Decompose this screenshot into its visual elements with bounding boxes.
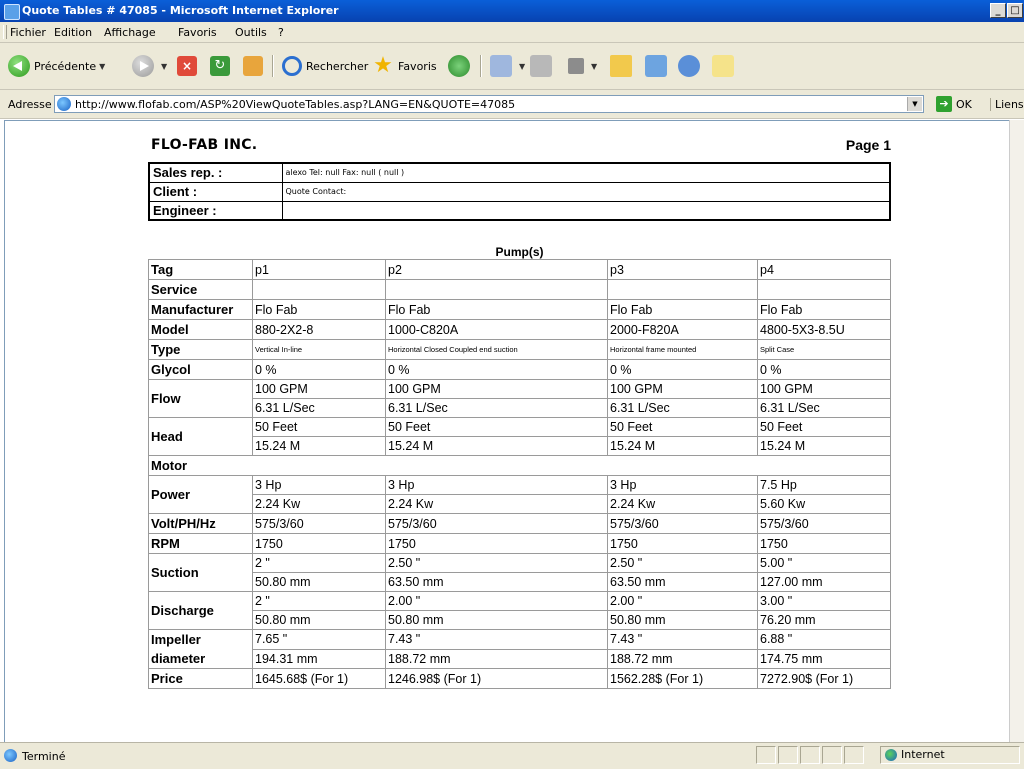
table-cell: Split Case	[758, 340, 891, 360]
table-cell: Flo Fab	[386, 300, 608, 320]
status-text: Terminé	[22, 750, 66, 763]
folder-icon	[610, 55, 632, 77]
back-dropdown-icon[interactable]: ▼	[99, 61, 106, 71]
table-cell: 0 %	[386, 360, 608, 380]
menu-affichage[interactable]: Affichage	[104, 26, 156, 39]
table-cell: 2 "	[253, 592, 386, 611]
table-cell: 575/3/60	[758, 514, 891, 534]
row-label: Suction	[149, 554, 253, 592]
table-cell: Flo Fab	[758, 300, 891, 320]
forward-button[interactable]	[132, 52, 167, 80]
table-cell: 6.31 L/Sec	[608, 399, 758, 418]
table-cell: 50 Feet	[386, 418, 608, 437]
info-row	[149, 182, 890, 201]
table-row	[149, 611, 891, 630]
messenger-button[interactable]	[645, 52, 671, 80]
row-label: Glycol	[149, 360, 253, 380]
table-cell: Vertical In-line	[253, 340, 386, 360]
table-cell: p2	[386, 260, 608, 280]
page-done-icon	[4, 749, 17, 762]
table-cell	[386, 280, 608, 300]
table-row	[149, 592, 891, 611]
table-cell: 0 %	[608, 360, 758, 380]
row-label: Tag	[149, 260, 253, 280]
info-row	[149, 163, 890, 182]
mail-button[interactable]	[490, 52, 525, 80]
menu-edition[interactable]: Edition	[54, 26, 93, 39]
row-label: Service	[149, 280, 253, 300]
toolbar-separator	[480, 55, 482, 77]
table-row	[149, 320, 891, 340]
table-cell	[253, 280, 386, 300]
table-cell: 2.50 "	[386, 554, 608, 573]
row-label: RPM	[149, 534, 253, 554]
page-content	[4, 120, 1010, 744]
table-cell: Flo Fab	[253, 300, 386, 320]
title-bar	[0, 0, 1024, 22]
table-row	[149, 280, 891, 300]
stop-icon: ×	[177, 56, 197, 76]
address-label: Adresse	[8, 98, 52, 111]
table-cell: 2.50 "	[608, 554, 758, 573]
research-icon	[712, 55, 734, 77]
table-cell: 15.24 M	[758, 437, 891, 456]
address-bar	[0, 90, 1024, 119]
table-row	[149, 360, 891, 380]
status-pane	[756, 746, 776, 764]
table-cell: 2.00 "	[386, 592, 608, 611]
search-icon	[282, 56, 302, 76]
table-cell	[608, 280, 758, 300]
table-cell: 127.00 mm	[758, 573, 891, 592]
refresh-button[interactable]	[210, 52, 234, 80]
table-cell: 0 %	[253, 360, 386, 380]
table-row	[149, 399, 891, 418]
table-cell: 2 "	[253, 554, 386, 573]
table-row	[149, 495, 891, 514]
table-cell: 76.20 mm	[758, 611, 891, 630]
minimize-button[interactable]: _	[990, 3, 1006, 18]
status-pane	[844, 746, 864, 764]
table-cell: 6.31 L/Sec	[386, 399, 608, 418]
table-cell: p3	[608, 260, 758, 280]
back-label: Précédente	[34, 59, 97, 73]
mail-icon	[490, 55, 512, 77]
favorites-button[interactable]	[372, 52, 437, 80]
table-cell: 2.00 "	[608, 592, 758, 611]
table-cell: 188.72 mm	[386, 649, 608, 669]
table-cell: 1750	[608, 534, 758, 554]
engineer-label: Engineer :	[149, 201, 282, 220]
table-cell: 1750	[758, 534, 891, 554]
go-button[interactable]	[936, 96, 972, 112]
table-cell	[758, 280, 891, 300]
sales-rep-label: Sales rep. :	[149, 163, 282, 182]
table-cell: 15.24 M	[608, 437, 758, 456]
page-icon	[57, 97, 71, 111]
table-cell: 5.00 "	[758, 554, 891, 573]
table-cell: 2.24 Kw	[608, 495, 758, 514]
row-label: Manufacturer	[149, 300, 253, 320]
client-value: Quote Contact:	[282, 182, 890, 201]
table-cell: p1	[253, 260, 386, 280]
row-label: Head	[149, 418, 253, 456]
table-cell: Horizontal Closed Coupled end suction	[386, 340, 608, 360]
toolbar	[0, 43, 1024, 90]
table-cell: 6.31 L/Sec	[253, 399, 386, 418]
table-row	[149, 669, 891, 689]
table-cell: 575/3/60	[253, 514, 386, 534]
table-cell: 15.24 M	[386, 437, 608, 456]
table-cell: p4	[758, 260, 891, 280]
window-title: Quote Tables # 47085 - Microsoft Internet Explorer	[22, 4, 339, 17]
info-row	[149, 201, 890, 220]
back-button[interactable]	[8, 52, 105, 80]
table-cell: 3 Hp	[608, 476, 758, 495]
url-input[interactable]	[75, 97, 895, 111]
table-cell: 2.24 Kw	[386, 495, 608, 514]
table-cell: 50.80 mm	[253, 573, 386, 592]
table-cell: 2000-F820A	[608, 320, 758, 340]
table-cell: 100 GPM	[253, 380, 386, 399]
table-row	[149, 456, 891, 476]
forward-dropdown-icon[interactable]: ▼	[161, 61, 168, 71]
row-label: Type	[149, 340, 253, 360]
contact-table	[148, 162, 891, 221]
security-zone[interactable]	[880, 746, 1020, 764]
menu-help[interactable]: ?	[278, 26, 284, 39]
company-name: FLO-FAB INC.	[151, 137, 258, 153]
back-arrow-icon	[8, 55, 30, 77]
table-row	[149, 514, 891, 534]
toolbar-separator	[272, 55, 274, 77]
table-cell: 188.72 mm	[608, 649, 758, 669]
table-cell: 7.65 "	[253, 630, 386, 650]
menu-outils[interactable]: Outils	[235, 26, 267, 39]
table-cell: 3 Hp	[253, 476, 386, 495]
table-row	[149, 476, 891, 495]
table-row	[149, 260, 891, 280]
table-cell: 100 GPM	[608, 380, 758, 399]
table-row	[149, 534, 891, 554]
table-row	[149, 437, 891, 456]
table-cell: 50.80 mm	[253, 611, 386, 630]
pumps-title: Pump(s)	[495, 245, 544, 259]
row-label: Volt/PH/Hz	[149, 514, 253, 534]
client-label: Client :	[149, 182, 282, 201]
edit-icon	[568, 58, 584, 74]
vertical-scrollbar[interactable]	[1009, 120, 1024, 742]
go-arrow-icon: ➔	[936, 96, 952, 112]
table-cell: 50 Feet	[758, 418, 891, 437]
status-pane	[778, 746, 798, 764]
menu-bar	[0, 22, 1024, 43]
table-cell: 1750	[386, 534, 608, 554]
table-cell: 50 Feet	[608, 418, 758, 437]
zone-label: Internet	[901, 748, 945, 761]
history-button[interactable]	[448, 52, 474, 80]
engineer-value	[282, 201, 890, 220]
mail-dropdown-icon[interactable]: ▼	[519, 61, 526, 71]
search-button[interactable]	[282, 52, 368, 80]
menu-favoris[interactable]: Favoris	[178, 26, 217, 39]
table-cell: 1000-C820A	[386, 320, 608, 340]
table-cell: 2.24 Kw	[253, 495, 386, 514]
menu-handle	[3, 25, 7, 39]
table-row	[149, 630, 891, 650]
table-cell: 575/3/60	[608, 514, 758, 534]
row-label: Discharge	[149, 592, 253, 630]
row-label: Motor	[149, 456, 891, 476]
table-cell: 50.80 mm	[608, 611, 758, 630]
table-row	[149, 418, 891, 437]
table-cell: 3.00 "	[758, 592, 891, 611]
table-cell: 880-2X2-8	[253, 320, 386, 340]
table-cell: 50.80 mm	[386, 611, 608, 630]
table-cell: 194.31 mm	[253, 649, 386, 669]
row-label: Flow	[149, 380, 253, 418]
stop-button[interactable]	[177, 52, 201, 80]
table-cell: 1246.98$ (For 1)	[386, 669, 608, 689]
address-dropdown-icon[interactable]: ▼	[907, 97, 922, 111]
network-button[interactable]	[678, 52, 704, 80]
table-cell: 100 GPM	[758, 380, 891, 399]
internet-globe-icon	[885, 749, 897, 761]
table-cell: 50 Feet	[253, 418, 386, 437]
address-field[interactable]	[54, 95, 924, 113]
search-label: Rechercher	[306, 59, 369, 73]
table-cell: 0 %	[758, 360, 891, 380]
table-cell: 63.50 mm	[608, 573, 758, 592]
history-icon	[448, 55, 470, 77]
status-bar	[0, 742, 1024, 769]
pumps-table	[148, 259, 891, 689]
table-cell: 174.75 mm	[758, 649, 891, 669]
row-label: Price	[149, 669, 253, 689]
table-cell: Horizontal frame mounted	[608, 340, 758, 360]
table-cell: Flo Fab	[608, 300, 758, 320]
status-pane	[800, 746, 820, 764]
row-label: Impeller diameter	[149, 630, 253, 669]
menu-fichier[interactable]: Fichier	[10, 26, 46, 39]
table-cell: 7.43 "	[386, 630, 608, 650]
status-pane	[822, 746, 842, 764]
messenger-icon	[645, 55, 667, 77]
edit-dropdown-icon[interactable]: ▼	[591, 61, 598, 71]
table-cell: 3 Hp	[386, 476, 608, 495]
maximize-button[interactable]: □	[1007, 3, 1023, 18]
table-cell: 7272.90$ (For 1)	[758, 669, 891, 689]
print-icon	[530, 55, 552, 77]
table-cell: 7.43 "	[608, 630, 758, 650]
print-button[interactable]	[530, 52, 556, 80]
sales-rep-value: alexo Tel: null Fax: null ( null )	[282, 163, 890, 182]
row-label: Model	[149, 320, 253, 340]
network-icon	[678, 55, 700, 77]
table-row	[149, 573, 891, 592]
favorites-label: Favoris	[398, 59, 437, 73]
table-cell: 4800-5X3-8.5U	[758, 320, 891, 340]
table-cell: 15.24 M	[253, 437, 386, 456]
table-cell: 1645.68$ (For 1)	[253, 669, 386, 689]
home-icon	[243, 56, 263, 76]
table-cell: 1562.28$ (For 1)	[608, 669, 758, 689]
links-button[interactable]: Liens	[990, 98, 1024, 111]
home-button[interactable]	[243, 52, 267, 80]
folder-button[interactable]	[610, 52, 636, 80]
table-cell: 6.88 "	[758, 630, 891, 650]
refresh-icon: ↻	[210, 56, 230, 76]
table-row	[149, 300, 891, 320]
table-cell: 6.31 L/Sec	[758, 399, 891, 418]
table-cell: 575/3/60	[386, 514, 608, 534]
table-row	[149, 554, 891, 573]
table-cell: 5.60 Kw	[758, 495, 891, 514]
ie-app-icon	[4, 4, 20, 20]
favorites-star-icon: ★	[373, 53, 393, 78]
table-row	[149, 380, 891, 399]
research-button[interactable]	[712, 52, 738, 80]
table-cell: 100 GPM	[386, 380, 608, 399]
page-number: Page 1	[845, 137, 891, 153]
go-label: OK	[956, 97, 972, 111]
table-cell: 63.50 mm	[386, 573, 608, 592]
table-cell: 7.5 Hp	[758, 476, 891, 495]
table-row	[149, 340, 891, 360]
edit-button[interactable]	[568, 52, 597, 80]
row-label: Power	[149, 476, 253, 514]
table-row	[149, 649, 891, 669]
forward-arrow-icon	[132, 55, 154, 77]
table-cell: 1750	[253, 534, 386, 554]
